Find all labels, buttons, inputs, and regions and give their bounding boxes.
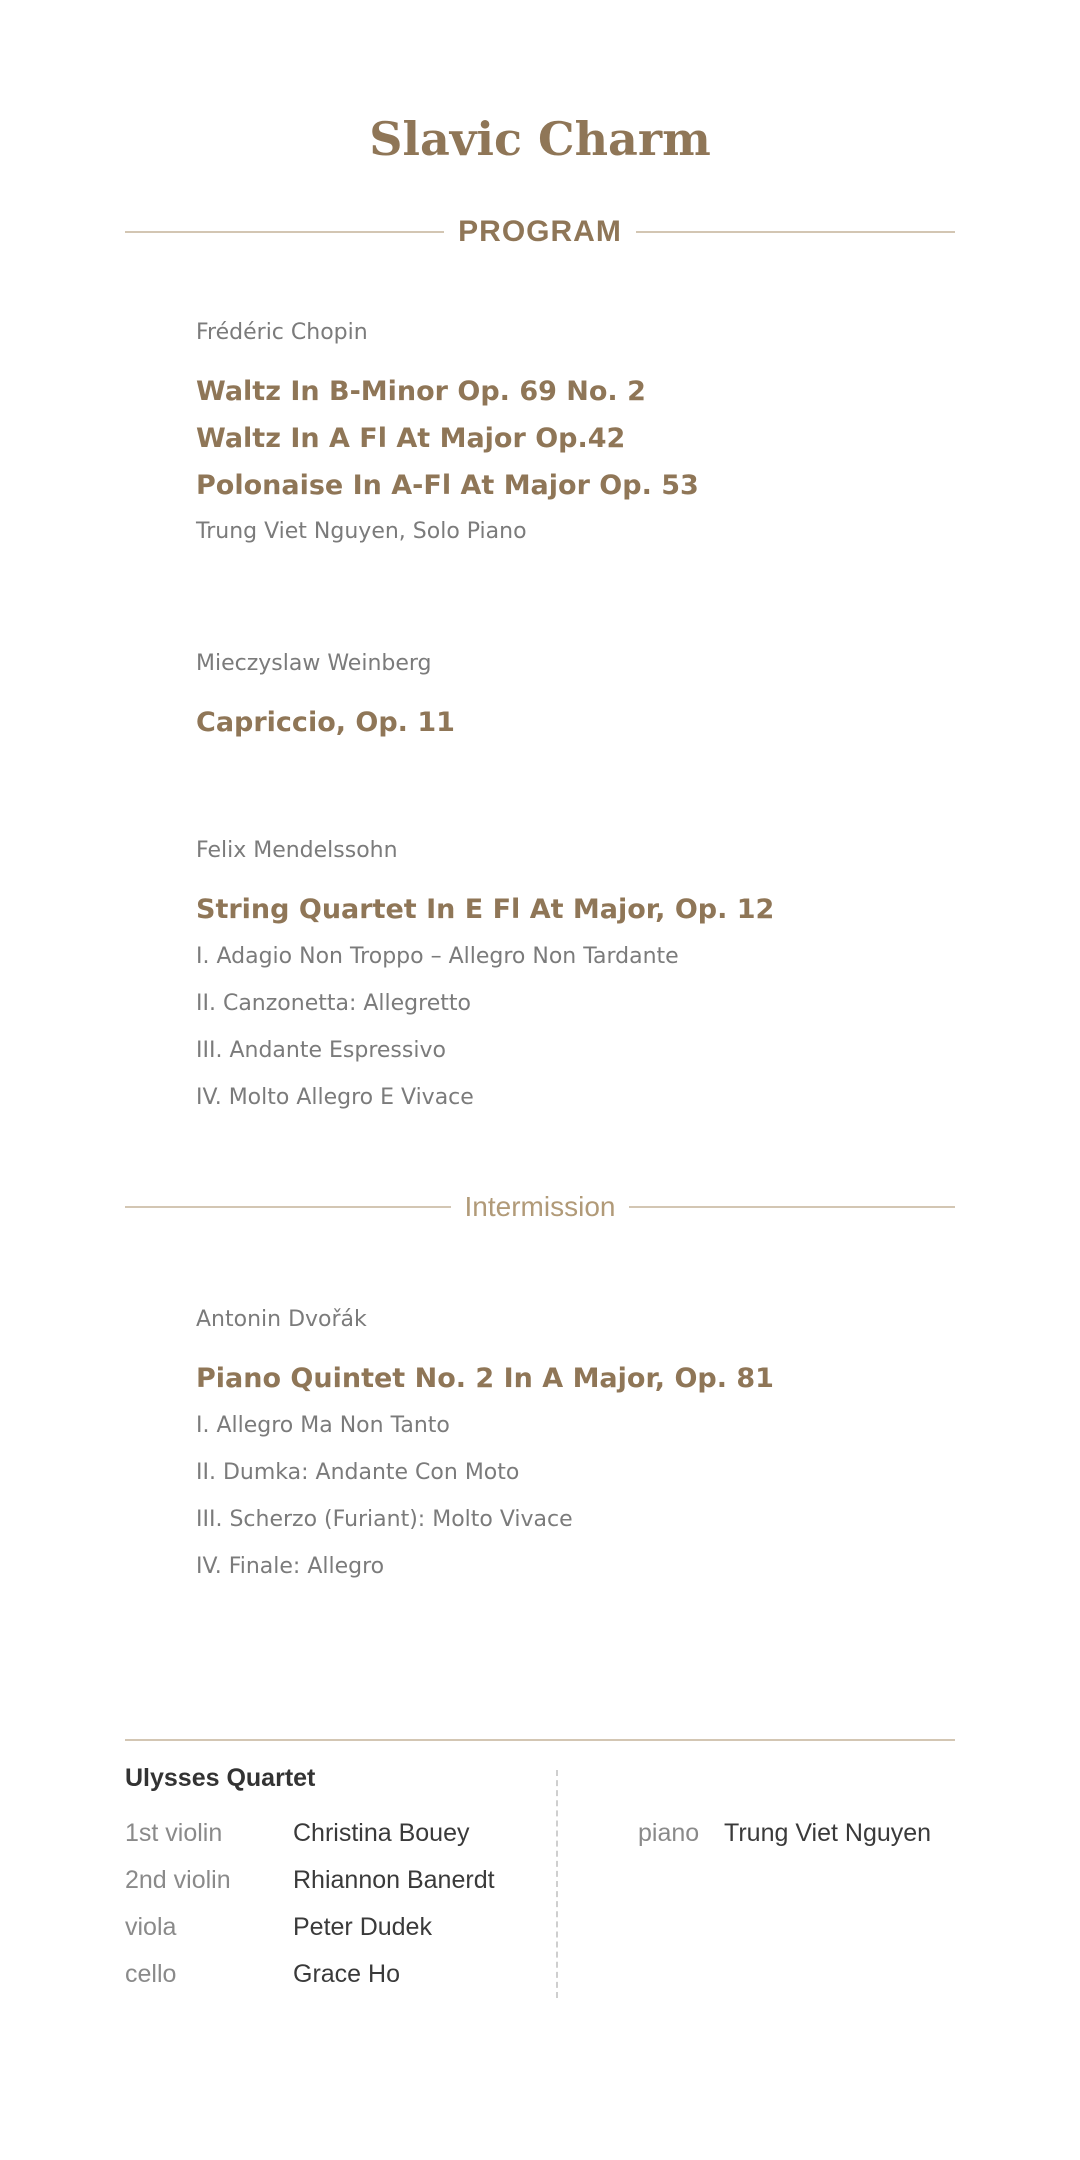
roster-divider bbox=[125, 1739, 955, 1741]
member-row bbox=[125, 1810, 495, 1857]
member-role: viola bbox=[125, 1913, 177, 1941]
composer-name: Antonin Dvořák bbox=[196, 1307, 367, 1332]
divider-line-left bbox=[125, 1206, 451, 1208]
piece-dvorak bbox=[196, 1303, 976, 1590]
work-title: Capriccio, Op. 11 bbox=[196, 707, 455, 738]
movement-item: III. Scherzo (Furiant): Molto Vivace bbox=[196, 1507, 573, 1532]
member-row bbox=[125, 1904, 495, 1951]
member-name: Rhiannon Banerdt bbox=[293, 1866, 495, 1894]
work-title: Piano Quintet No. 2 In A Major, Op. 81 bbox=[196, 1363, 774, 1394]
soloist bbox=[638, 1810, 931, 1857]
movement-item: I. Adagio Non Troppo – Allegro Non Tardante bbox=[196, 944, 679, 969]
member-role: 2nd violin bbox=[125, 1866, 231, 1894]
member-name: Peter Dudek bbox=[293, 1913, 432, 1941]
piece-weinberg bbox=[196, 647, 976, 746]
composer-name: Frédéric Chopin bbox=[196, 320, 368, 345]
work-title: Waltz In A Fl At Major Op.42 bbox=[196, 423, 626, 454]
movement-item: III. Andante Espressivo bbox=[196, 1038, 446, 1063]
piece-chopin bbox=[196, 316, 976, 547]
soloist-name: Trung Viet Nguyen bbox=[724, 1819, 932, 1847]
member-name: Grace Ho bbox=[293, 1960, 400, 1988]
ensemble-name: Ulysses Quartet bbox=[125, 1764, 316, 1792]
member-row bbox=[125, 1951, 495, 1998]
work-title: Polonaise In A-Fl At Major Op. 53 bbox=[196, 470, 699, 501]
quartet-members bbox=[125, 1810, 495, 1998]
movement-item: IV. Finale: Allegro bbox=[196, 1554, 385, 1579]
roster-column-separator bbox=[556, 1770, 558, 1998]
program-header bbox=[125, 212, 955, 252]
soloist-role: piano bbox=[638, 1819, 700, 1847]
divider-line-right bbox=[629, 1206, 955, 1208]
piece-mendelssohn bbox=[196, 834, 976, 1121]
work-title: Waltz In B-Minor Op. 69 No. 2 bbox=[196, 376, 646, 407]
movement-item: I. Allegro Ma Non Tanto bbox=[196, 1413, 450, 1438]
movement-item: IV. Molto Allegro E Vivace bbox=[196, 1085, 474, 1110]
program-title: Slavic Charm bbox=[369, 112, 711, 166]
movement-item: II. Canzonetta: Allegretto bbox=[196, 991, 471, 1016]
member-row bbox=[638, 1810, 931, 1857]
performer-note: Trung Viet Nguyen, Solo Piano bbox=[196, 519, 527, 544]
movement-item: II. Dumka: Andante Con Moto bbox=[196, 1460, 520, 1485]
program-label: PROGRAM bbox=[458, 215, 622, 248]
composer-name: Felix Mendelssohn bbox=[196, 838, 398, 863]
member-row bbox=[125, 1857, 495, 1904]
member-name: Christina Bouey bbox=[293, 1819, 470, 1847]
intermission-label: Intermission bbox=[464, 1191, 616, 1222]
intermission-divider bbox=[125, 1187, 955, 1227]
divider-line-right bbox=[636, 231, 955, 233]
composer-name: Mieczyslaw Weinberg bbox=[196, 651, 432, 676]
divider-line-left bbox=[125, 231, 444, 233]
member-role: 1st violin bbox=[125, 1819, 223, 1847]
work-title: String Quartet In E Fl At Major, Op. 12 bbox=[196, 894, 775, 925]
member-role: cello bbox=[125, 1960, 177, 1988]
